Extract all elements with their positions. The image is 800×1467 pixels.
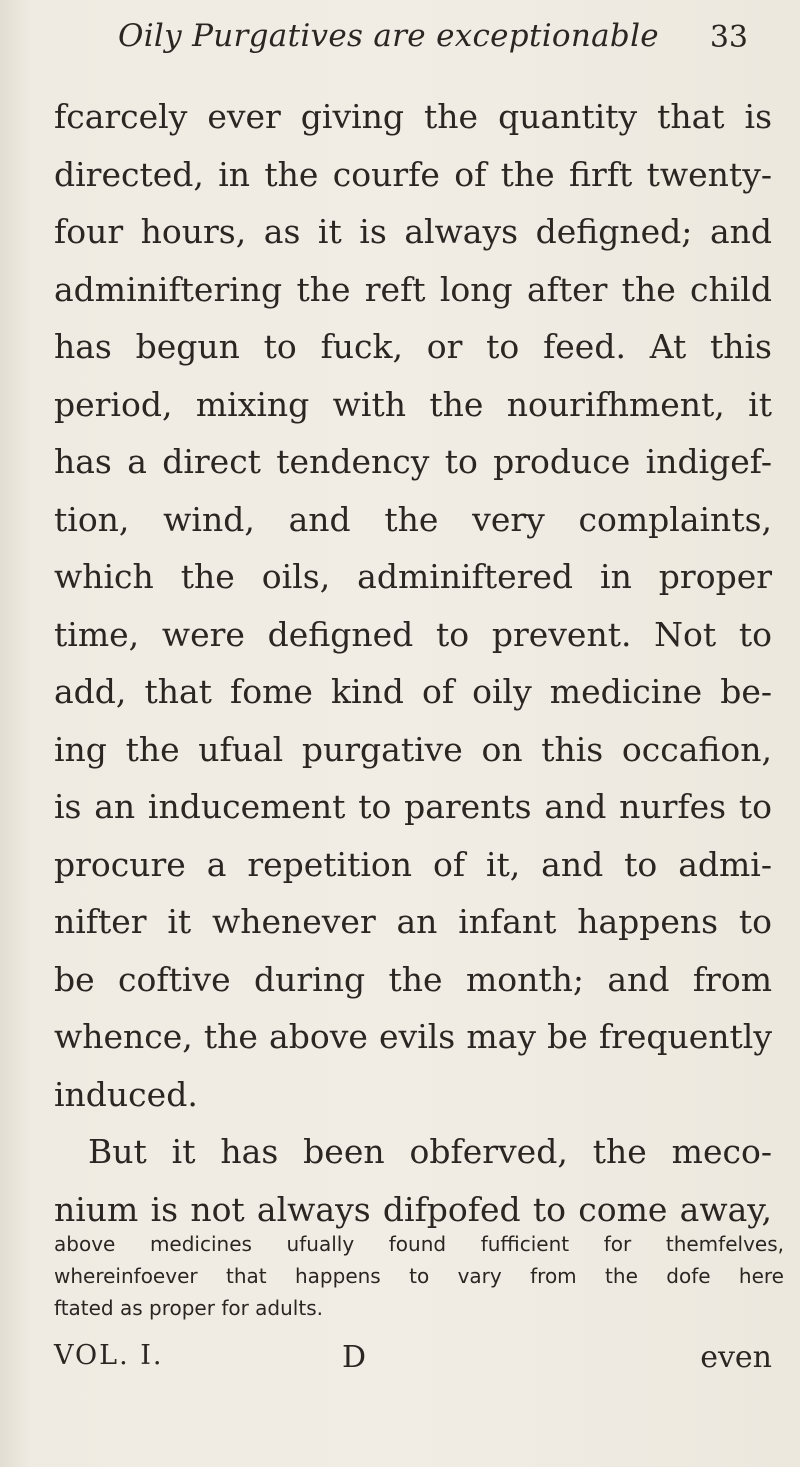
text-line: fcarcely ever giving the quantity that is <box>54 97 772 136</box>
footnote <box>54 1228 784 1324</box>
text-line: nium is not always difpofed to come away, <box>54 1189 772 1229</box>
footnote-line: above medicines ufually found fufficient for themfelves, <box>54 1232 784 1256</box>
page-footer <box>54 1340 772 1384</box>
page-number: 33 <box>709 20 748 55</box>
text-line: procure a repetition of it, and to admi- <box>54 844 772 884</box>
text-line: four hours, as it is always defigned; and <box>54 212 772 251</box>
text-line: nifter it whenever an infant happens to <box>54 902 772 941</box>
text-line: tion, wind, and the very complaints, <box>54 499 772 539</box>
body-text <box>54 88 772 1238</box>
text-line: has begun to fuck, or to feed. At this <box>54 327 772 366</box>
text-line: is an inducement to parents and nurfes to <box>54 787 772 826</box>
catchword: even <box>700 1340 772 1375</box>
text-line: induced. <box>54 1074 198 1114</box>
text-line: which the oils, adminiftered in proper <box>54 557 772 596</box>
page-header <box>118 18 778 68</box>
text-line: adminiftering the reft long after the child <box>54 269 772 309</box>
paragraph-start-line: But it has been obferved, the meco- <box>88 1132 772 1171</box>
signature-letter: D <box>342 1340 367 1375</box>
text-line: whence, the above evils may be frequently <box>54 1017 772 1056</box>
running-title: Oily Purgatives are exceptionable <box>118 18 659 54</box>
footnote-line: ftated as proper for adults. <box>54 1296 323 1320</box>
text-line: ing the ufual purgative on this occafion, <box>54 729 772 769</box>
text-line: period, mixing with the nourifhment, it <box>54 384 772 424</box>
text-line: directed, in the courfe of the firft twenty- <box>54 154 772 194</box>
footnote-line: whereinfoever that happens to vary from the dofe here <box>54 1264 784 1288</box>
text-line: be coftive during the month; and from <box>54 959 772 999</box>
text-line: has a direct tendency to produce indigef- <box>54 442 772 481</box>
text-line: add, that fome kind of oily medicine be- <box>54 672 772 711</box>
volume-signature: VOL. I. <box>54 1340 164 1371</box>
text-line: time, were defigned to prevent. Not to <box>54 614 772 654</box>
